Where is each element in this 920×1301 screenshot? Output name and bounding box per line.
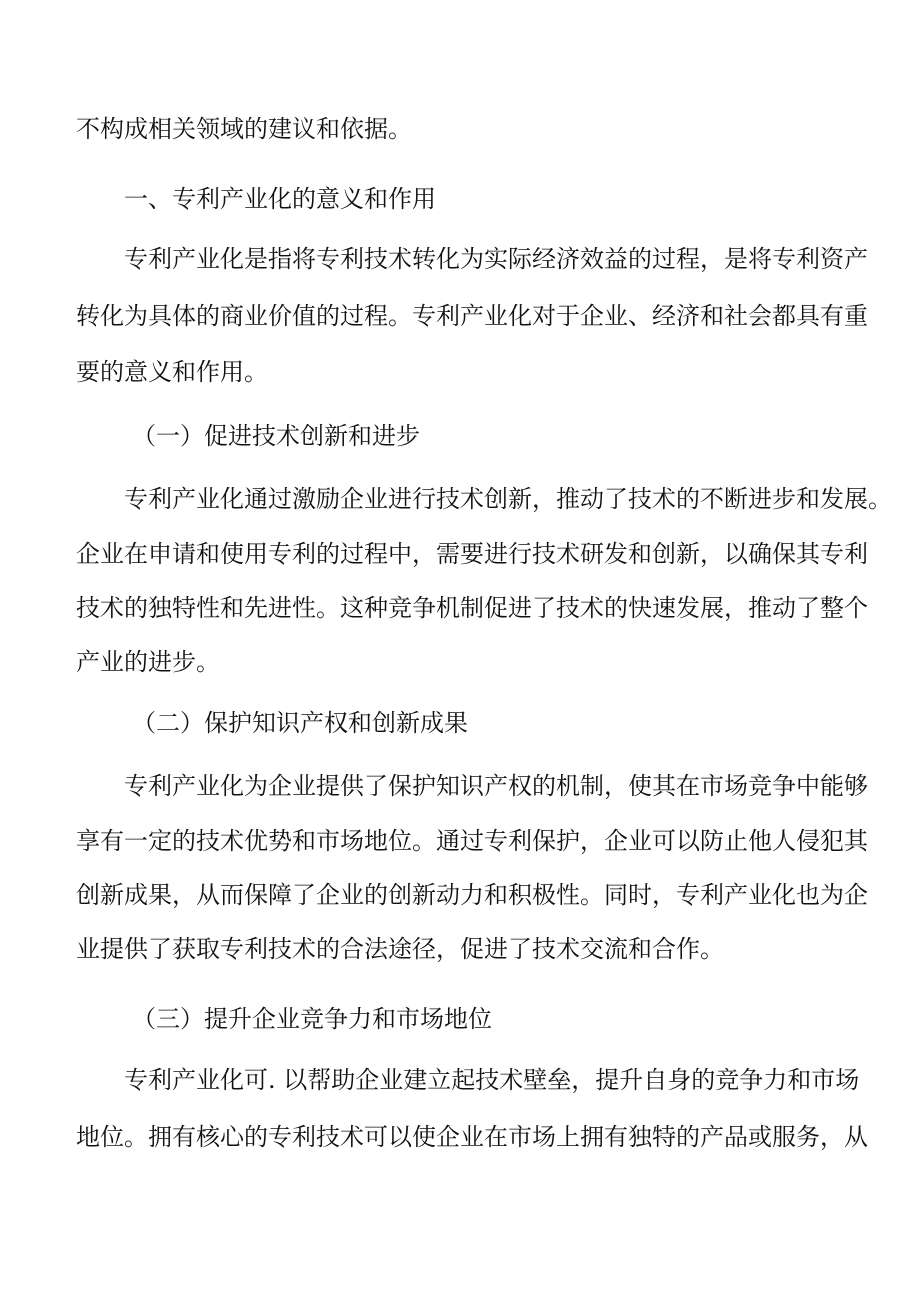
subsection-3-title: （三）提升企业竞争力和市场地位 bbox=[132, 1005, 492, 1033]
subsection-3-line-2: 地位。拥有核心的专利技术可以使企业在市场上拥有独特的产品或服务，从 bbox=[76, 1123, 868, 1151]
subsection-2-title: （二）保护知识产权和创新成果 bbox=[132, 709, 468, 737]
section-intro-line-2: 转化为具体的商业价值的过程。专利产业化对于企业、经济和社会都具有重 bbox=[76, 302, 868, 330]
section-intro-line-3: 要的意义和作用。 bbox=[76, 358, 268, 386]
section-intro-line-1: 专利产业化是指将专利技术转化为实际经济效益的过程，是将专利资产 bbox=[124, 245, 868, 273]
subsection-3-line-1: 专利产业化可. 以帮助企业建立起技术壁垒，提升自身的竞争力和市场 bbox=[124, 1066, 860, 1094]
subsection-1-line-1: 专利产业化通过激励企业进行技术创新，推动了技术的不断进步和发展。 bbox=[124, 485, 892, 513]
subsection-1-line-2: 企业在申请和使用专利的过程中，需要进行技术研发和创新，以确保其专利 bbox=[76, 540, 868, 568]
subsection-2-line-4: 业提供了获取专利技术的合法途径，促进了技术交流和合作。 bbox=[76, 935, 724, 963]
subsection-1-line-3: 技术的独特性和先进性。这种竞争机制促进了技术的快速发展，推动了整个 bbox=[76, 594, 868, 622]
subsection-1-title: （一）促进技术创新和进步 bbox=[132, 422, 420, 450]
intro-line: 不构成相关领域的建议和依据。 bbox=[76, 115, 412, 143]
section-heading: 一、专利产业化的意义和作用 bbox=[124, 185, 436, 213]
subsection-2-line-2: 享有一定的技术优势和市场地位。通过专利保护，企业可以防止他人侵犯其 bbox=[76, 827, 868, 855]
subsection-1-line-4: 产业的进步。 bbox=[76, 648, 220, 676]
subsection-2-line-3: 创新成果，从而保障了企业的创新动力和积极性。同时，专利产业化也为企 bbox=[76, 881, 868, 909]
subsection-2-line-1: 专利产业化为企业提供了保护知识产权的机制，使其在市场竞争中能够 bbox=[124, 772, 868, 800]
